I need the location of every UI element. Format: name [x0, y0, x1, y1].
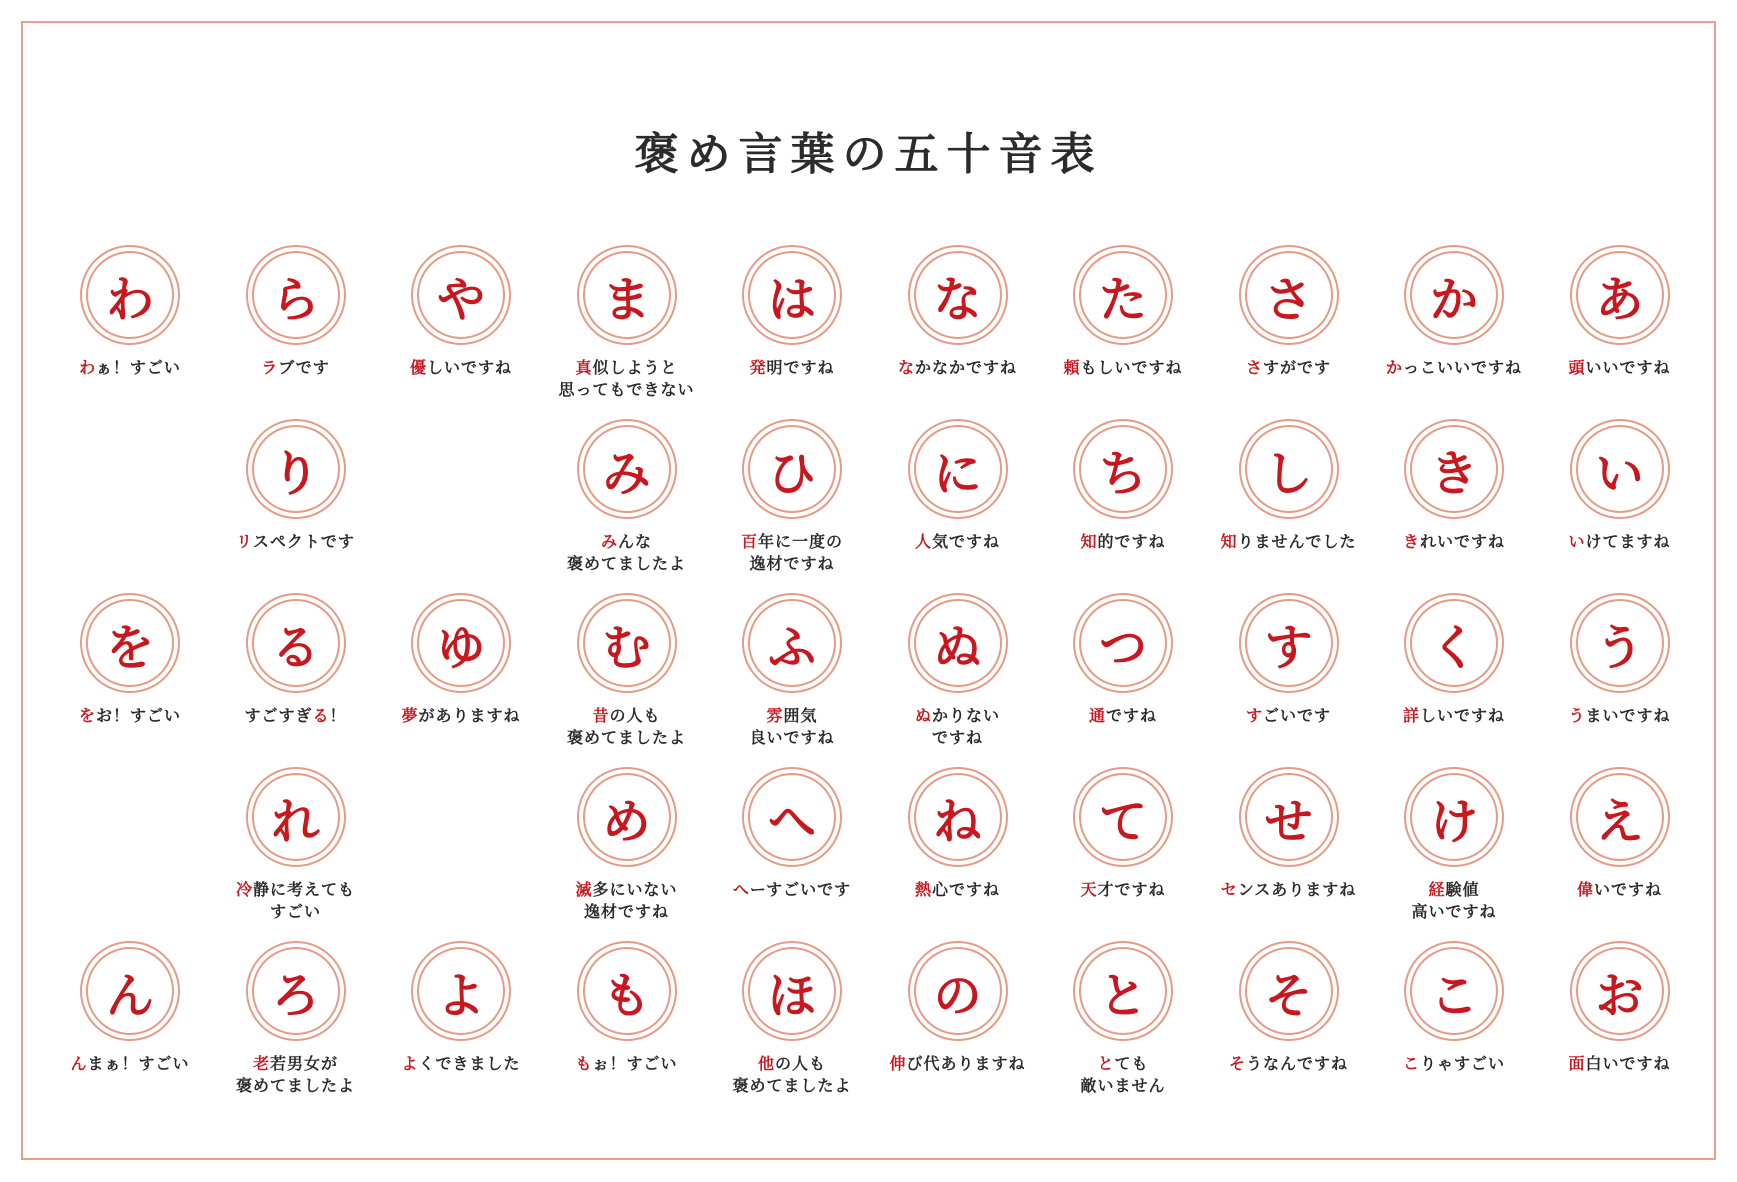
phrase-highlight: そ — [1228, 1054, 1246, 1073]
phrase-highlight: 発 — [749, 358, 767, 377]
compliment-phrase — [1194, 705, 1384, 727]
kana-character: え — [1595, 793, 1644, 850]
phrase-highlight: 偉 — [1576, 880, 1594, 899]
kana-cell — [50, 593, 210, 743]
phrase-text: かりない — [932, 706, 1001, 725]
phrase-text: れいですね — [1420, 532, 1506, 551]
compliment-phrase — [1028, 531, 1218, 553]
kana-character: へ — [767, 793, 816, 850]
compliment-phrase — [1194, 357, 1384, 379]
kana-character: そ — [1264, 967, 1313, 1024]
kana-character: ら — [271, 271, 320, 328]
phrase-highlight: 知 — [1220, 532, 1238, 551]
phrase-highlight: 雰 — [766, 706, 784, 725]
compliment-phrase — [1525, 705, 1715, 727]
kana-badge — [577, 245, 677, 345]
phrase-text: の人も — [609, 706, 661, 725]
kana-character: お — [1595, 967, 1644, 1024]
phrase-highlight: う — [1568, 706, 1586, 725]
phrase-prefix: すごすぎ — [244, 706, 313, 725]
phrase-text: まいですね — [1585, 706, 1671, 725]
kana-cell — [381, 593, 541, 743]
compliment-phrase — [863, 357, 1053, 379]
phrase-highlight: 天 — [1080, 880, 1098, 899]
phrase-highlight: 百 — [740, 532, 758, 551]
phrase-highlight: な — [897, 358, 915, 377]
kana-badge — [742, 941, 842, 1041]
compliment-phrase — [863, 879, 1053, 901]
compliment-phrase — [697, 357, 887, 379]
phrase-text: 明ですね — [766, 358, 835, 377]
kana-cell — [1540, 419, 1700, 569]
phrase-text: スペクトです — [252, 532, 355, 551]
kana-cell — [1209, 941, 1369, 1091]
compliment-phrase — [1359, 879, 1549, 923]
kana-cell — [878, 245, 1038, 395]
phrase-highlight: へ — [732, 880, 750, 899]
phrase-text: くできました — [418, 1054, 521, 1073]
phrase-text: 験値 — [1445, 880, 1480, 899]
compliment-phrase — [863, 1053, 1053, 1075]
kana-character: う — [1595, 619, 1644, 676]
kana-cell — [712, 941, 872, 1095]
phrase-text: ごいです — [1263, 706, 1332, 725]
kana-badge — [411, 245, 511, 345]
kana-cell — [712, 245, 872, 395]
compliment-phrase — [1359, 531, 1549, 553]
kana-badge — [742, 593, 842, 693]
phrase-highlight: リ — [236, 532, 253, 551]
compliment-phrase — [1194, 879, 1384, 901]
kana-character: た — [1098, 271, 1147, 328]
phrase-text: がありますね — [418, 706, 521, 725]
phrase-highlight: わ — [79, 358, 96, 377]
phrase-text: りゃすごい — [1420, 1054, 1506, 1073]
kana-cell — [1043, 419, 1203, 569]
kana-badge — [1404, 941, 1504, 1041]
kana-cell — [1374, 245, 1534, 395]
phrase-highlight: る — [312, 706, 330, 725]
kana-badge — [742, 767, 842, 867]
kana-character: ま — [602, 271, 651, 328]
phrase-highlight: 熱 — [914, 880, 932, 899]
kana-character: け — [1429, 793, 1478, 850]
compliment-phrase — [1525, 1053, 1715, 1075]
kana-cell — [1540, 767, 1700, 917]
compliment-phrase — [697, 705, 887, 749]
kana-badge — [1239, 941, 1339, 1041]
kana-character: く — [1429, 619, 1478, 676]
compliment-phrase — [532, 1053, 722, 1075]
kana-character: す — [1264, 619, 1313, 676]
kana-cell — [547, 419, 707, 573]
compliment-phrase — [697, 1053, 887, 1097]
compliment-phrase — [1028, 357, 1218, 379]
kana-cell — [1209, 419, 1369, 569]
kana-cell — [878, 941, 1038, 1091]
phrase-highlight: セ — [1220, 880, 1238, 899]
phrase-highlight: み — [600, 532, 618, 551]
compliment-phrase — [366, 357, 556, 379]
compliment-phrase — [1525, 879, 1715, 901]
phrase-line-2: 褒めてましたよ — [732, 1076, 852, 1095]
compliment-phrase — [1359, 357, 1549, 379]
kana-character: に — [933, 445, 982, 502]
kana-character: こ — [1429, 967, 1478, 1024]
phrase-text: もしいですね — [1080, 358, 1183, 377]
phrase-text: ーすごいです — [749, 880, 852, 899]
phrase-highlight: 優 — [409, 358, 427, 377]
kana-character: ぬ — [933, 619, 982, 676]
compliment-phrase — [1525, 531, 1715, 553]
kana-cell — [216, 419, 376, 569]
phrase-text: び代ありますね — [906, 1054, 1026, 1073]
phrase-line-2: すごい — [269, 902, 321, 921]
phrase-highlight: 面 — [1568, 1054, 1586, 1073]
kana-cell — [50, 245, 210, 395]
phrase-text: ぉ！すごい — [592, 1054, 678, 1073]
compliment-phrase — [1028, 1053, 1218, 1097]
compliment-phrase — [697, 531, 887, 575]
phrase-highlight: よ — [401, 1054, 419, 1073]
kana-character: る — [271, 619, 320, 676]
phrase-highlight: ん — [70, 1054, 88, 1073]
phrase-line-2: 高いですね — [1411, 902, 1497, 921]
kana-badge — [1073, 245, 1173, 345]
phrase-line-2: 逸材ですね — [749, 554, 835, 573]
kana-badge — [80, 941, 180, 1041]
kana-character: ふ — [767, 619, 816, 676]
phrase-line-2: 褒めてましたよ — [566, 728, 686, 747]
kana-cell — [878, 767, 1038, 917]
kana-character: つ — [1098, 619, 1147, 676]
kana-badge — [246, 767, 346, 867]
kana-cell — [547, 767, 707, 921]
kana-badge — [742, 245, 842, 345]
compliment-phrase — [201, 1053, 391, 1097]
kana-cell — [1540, 245, 1700, 395]
compliment-phrase — [1359, 705, 1549, 727]
phrase-highlight: す — [1245, 706, 1263, 725]
kana-badge — [246, 941, 346, 1041]
kana-character: ね — [933, 793, 982, 850]
page-title: 褒め言葉の五十音表 — [634, 129, 1103, 180]
kana-cell — [1043, 245, 1203, 395]
phrase-text: りませんでした — [1237, 532, 1357, 551]
phrase-highlight: 伸 — [889, 1054, 907, 1073]
phrase-text: かなかですね — [915, 358, 1018, 377]
phrase-text: 才ですね — [1097, 880, 1166, 899]
phrase-text: ですね — [1106, 706, 1158, 725]
kana-badge — [246, 593, 346, 693]
kana-cell — [547, 593, 707, 747]
kana-cell — [216, 593, 376, 743]
compliment-phrase — [1525, 357, 1715, 379]
kana-badge — [1570, 593, 1670, 693]
phrase-text: 気ですね — [932, 532, 1001, 551]
kana-cell — [1209, 767, 1369, 917]
kana-badge — [246, 245, 346, 345]
kana-cell — [216, 767, 376, 921]
compliment-phrase — [1194, 531, 1384, 553]
phrase-highlight: 人 — [914, 532, 932, 551]
compliment-phrase — [366, 705, 556, 727]
phrase-highlight: さ — [1245, 358, 1263, 377]
phrase-text: の人も — [775, 1054, 827, 1073]
kana-character: さ — [1264, 271, 1313, 328]
kana-character: と — [1098, 967, 1147, 1024]
kana-badge — [1073, 419, 1173, 519]
kana-cell — [1043, 767, 1203, 917]
kana-cell — [1209, 593, 1369, 743]
kana-character: の — [933, 967, 982, 1024]
kana-character: み — [602, 445, 651, 502]
kana-badge — [577, 767, 677, 867]
kana-badge — [1239, 767, 1339, 867]
phrase-text: ぁ！すごい — [95, 358, 181, 377]
kana-badge — [80, 593, 180, 693]
kana-badge — [1404, 245, 1504, 345]
phrase-text: 多にいない — [592, 880, 678, 899]
kana-character: な — [933, 271, 982, 328]
kana-badge — [1239, 245, 1339, 345]
kana-character: ち — [1098, 445, 1147, 502]
phrase-text: すがです — [1263, 358, 1332, 377]
phrase-highlight: い — [1568, 532, 1586, 551]
phrase-highlight: ラ — [261, 358, 279, 377]
kana-badge — [1570, 245, 1670, 345]
phrase-text: 心ですね — [932, 880, 1001, 899]
compliment-phrase — [201, 705, 391, 727]
phrase-text: 静に考えても — [253, 880, 356, 899]
phrase-text: っこいいですね — [1403, 358, 1523, 377]
phrase-text: しいですね — [1420, 706, 1506, 725]
kana-badge — [1570, 767, 1670, 867]
phrase-text: まぁ！すごい — [87, 1054, 190, 1073]
phrase-text: いですね — [1594, 880, 1663, 899]
kana-character: ひ — [767, 445, 816, 502]
kana-cell — [381, 941, 541, 1091]
compliment-phrase — [1359, 1053, 1549, 1075]
phrase-line-2: 敵いません — [1080, 1076, 1166, 1095]
kana-character: む — [602, 619, 651, 676]
phrase-line-2: 逸材ですね — [583, 902, 669, 921]
phrase-text: うなんですね — [1246, 1054, 1349, 1073]
kana-character: て — [1098, 793, 1147, 850]
kana-character: ろ — [271, 967, 320, 1024]
kana-badge — [1404, 419, 1504, 519]
phrase-highlight: 冷 — [235, 880, 253, 899]
kana-badge — [908, 419, 1008, 519]
kana-cell — [712, 419, 872, 573]
phrase-highlight: 夢 — [401, 706, 419, 725]
kana-character: れ — [271, 793, 320, 850]
compliment-phrase — [1028, 705, 1218, 727]
compliment-phrase — [532, 531, 722, 575]
phrase-line-2: ですね — [931, 728, 983, 747]
kana-character: り — [271, 445, 320, 502]
phrase-highlight: き — [1402, 532, 1420, 551]
phrase-line-2: 褒めてましたよ — [566, 554, 686, 573]
phrase-highlight: ぬ — [914, 706, 932, 725]
kana-cell — [216, 245, 376, 395]
kana-cell — [1540, 593, 1700, 743]
phrase-text: 囲気 — [783, 706, 818, 725]
phrase-text: 的ですね — [1097, 532, 1166, 551]
phrase-highlight: を — [78, 706, 96, 725]
kana-badge — [577, 941, 677, 1041]
phrase-highlight: 滅 — [575, 880, 593, 899]
compliment-phrase — [35, 1053, 225, 1075]
phrase-highlight: 通 — [1088, 706, 1106, 725]
compliment-phrase — [863, 705, 1053, 749]
kana-character: は — [767, 271, 816, 328]
phrase-text: しいですね — [427, 358, 513, 377]
phrase-highlight: 詳 — [1402, 706, 1420, 725]
kana-character: を — [105, 619, 154, 676]
phrase-highlight: 老 — [252, 1054, 270, 1073]
kana-badge — [246, 419, 346, 519]
compliment-phrase — [201, 879, 391, 923]
compliment-phrase — [697, 879, 887, 901]
kana-cell — [1374, 593, 1534, 743]
phrase-highlight: 昔 — [592, 706, 610, 725]
compliment-phrase — [1028, 879, 1218, 901]
kana-character: ゆ — [436, 619, 485, 676]
kana-badge — [1239, 419, 1339, 519]
phrase-text: ンスありますね — [1237, 880, 1357, 899]
kana-badge — [577, 593, 677, 693]
phrase-text: ても — [1114, 1054, 1149, 1073]
kana-badge — [742, 419, 842, 519]
phrase-highlight: 他 — [757, 1054, 775, 1073]
kana-cell — [712, 593, 872, 747]
kana-cell — [216, 941, 376, 1095]
phrase-highlight: と — [1097, 1054, 1115, 1073]
kana-character: め — [602, 793, 651, 850]
kana-badge — [1404, 593, 1504, 693]
kana-badge — [1073, 593, 1173, 693]
kana-character: き — [1429, 445, 1478, 502]
phrase-line-2: 思ってもできない — [558, 380, 695, 399]
kana-badge — [80, 245, 180, 345]
compliment-phrase — [532, 357, 722, 401]
kana-character: せ — [1264, 793, 1313, 850]
kana-badge — [908, 941, 1008, 1041]
kana-cell — [712, 767, 872, 917]
kana-cell — [1043, 593, 1203, 743]
phrase-text: 若男女が — [270, 1054, 339, 1073]
kana-cell — [547, 245, 707, 399]
phrase-text: んな — [618, 532, 653, 551]
phrase-highlight: 知 — [1080, 532, 1098, 551]
kana-badge — [1239, 593, 1339, 693]
phrase-text: 似しようと — [592, 358, 678, 377]
kana-character: か — [1429, 271, 1478, 328]
kana-cell — [1374, 767, 1534, 921]
phrase-highlight: 頭 — [1568, 358, 1586, 377]
kana-badge — [908, 245, 1008, 345]
kana-badge — [411, 941, 511, 1041]
kana-badge — [577, 419, 677, 519]
phrase-highlight: 真 — [575, 358, 593, 377]
kana-badge — [1073, 941, 1173, 1041]
compliment-phrase — [1194, 1053, 1384, 1075]
phrase-text: お！すごい — [96, 706, 182, 725]
kana-cell — [878, 593, 1038, 747]
kana-character: や — [436, 271, 485, 328]
kana-character: も — [602, 967, 651, 1024]
kana-cell — [50, 941, 210, 1091]
kana-character: わ — [105, 271, 154, 328]
kana-character: い — [1595, 445, 1644, 502]
phrase-highlight: こ — [1402, 1054, 1420, 1073]
kana-character: ん — [105, 967, 154, 1024]
kana-cell — [1540, 941, 1700, 1091]
compliment-phrase — [35, 357, 225, 379]
kana-badge — [1570, 419, 1670, 519]
compliment-phrase — [532, 879, 722, 923]
phrase-highlight: 頼 — [1063, 358, 1081, 377]
phrase-text: ！ — [329, 706, 347, 725]
phrase-highlight: 経 — [1428, 880, 1446, 899]
kana-cell — [1043, 941, 1203, 1095]
phrase-text: ブです — [278, 358, 330, 377]
compliment-phrase — [201, 531, 391, 553]
kana-badge — [411, 593, 511, 693]
phrase-text: いいですね — [1585, 358, 1671, 377]
kana-badge — [908, 767, 1008, 867]
compliment-phrase — [532, 705, 722, 749]
compliment-phrase — [201, 357, 391, 379]
kana-badge — [1073, 767, 1173, 867]
kana-cell — [1374, 419, 1534, 569]
kana-character: よ — [436, 967, 485, 1024]
phrase-text: 白いですね — [1585, 1054, 1671, 1073]
compliment-phrase — [863, 531, 1053, 553]
kana-cell — [1374, 941, 1534, 1091]
kana-badge — [1404, 767, 1504, 867]
compliment-phrase — [366, 1053, 556, 1075]
phrase-highlight: か — [1385, 358, 1403, 377]
phrase-highlight: も — [575, 1054, 593, 1073]
kana-badge — [908, 593, 1008, 693]
kana-cell — [547, 941, 707, 1091]
kana-cell — [381, 245, 541, 395]
kana-character: し — [1264, 445, 1313, 502]
phrase-text: けてますね — [1585, 532, 1671, 551]
kana-cell — [1209, 245, 1369, 395]
kana-badge — [1570, 941, 1670, 1041]
kana-character: ほ — [767, 967, 816, 1024]
compliment-phrase — [35, 705, 225, 727]
phrase-line-2: 良いですね — [749, 728, 835, 747]
kana-character: あ — [1595, 271, 1644, 328]
phrase-text: 年に一度の — [758, 532, 844, 551]
kana-cell — [878, 419, 1038, 569]
phrase-line-2: 褒めてましたよ — [235, 1076, 355, 1095]
